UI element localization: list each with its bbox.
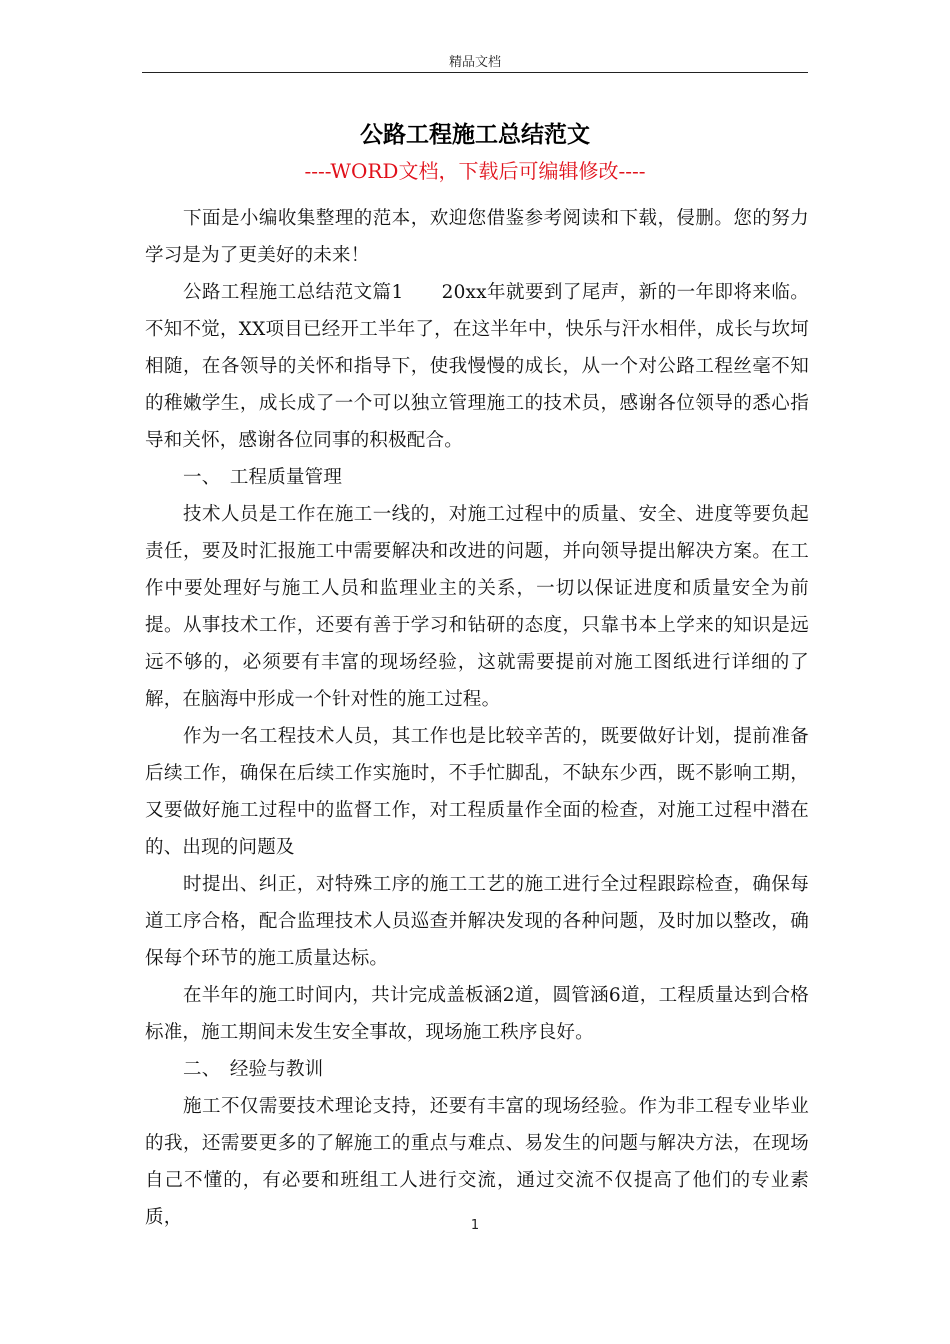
page-number: 1 xyxy=(470,1218,480,1233)
paragraph-quality-3: 时提出、纠正，对特殊工序的施工工艺的施工进行全过程跟踪检查，确保每道工序合格，配合监理技术人员巡查并解决发现的各种问题，及时加以整改，确保每个环节的施工质量达标。 xyxy=(145,874,809,969)
section-heading-quality: 一、 工程质量管理 xyxy=(183,467,343,488)
paragraph-opening: 公路工程施工总结范文篇1 20xx年就要到了尾声，新的一年即将来临。不知不觉，XX项目已经开工半年了，在这半年中，快乐与汗水相伴，成长与坎坷相随，在各领导的关怀和指导下，使我慢慢的成长，从一个对公路工程丝毫不知的稚嫩学生，成长成了一个可以独立管理施工的技术员，感谢各位领导的悉心指导和关怀，感谢各位同事的积极配合。 xyxy=(145,282,809,451)
paragraph-quality-1: 技术人员是工作在施工一线的，对施工过程中的质量、安全、进度等要负起责任，要及时汇报施工中需要解决和改进的问题，并向领导提出解决方案。在工作中要处理好与施工人员和监理业主的关系，一切以保证进度和质量安全为前提。从事技术工作，还要有善于学习和钻研的态度，只靠书本上学来的知识是远远不够的，必须要有丰富的现场经验，这就需要提前对施工图纸进行详细的了解，在脑海中形成一个针对性的施工过程。 xyxy=(145,504,809,710)
paragraph-experience-1: 施工不仅需要技术理论支持，还要有丰富的现场经验。作为非工程专业毕业的我，还需要更多的了解施工的重点与难点、易发生的问题与解决方法，在现场自己不懂的，有必要和班组工人进行交流，通过交流不仅提高了他们的专业素质， xyxy=(145,1096,809,1228)
paragraph-quality-2: 作为一名工程技术人员，其工作也是比较辛苦的，既要做好计划，提前准备后续工作，确保在后续工作实施时，不手忙脚乱，不缺东少西，既不影响工期，又要做好施工过程中的监督工作，对工程质量作全面的检查，对施工过程中潜在的、出现的问题及 xyxy=(145,726,809,858)
header-divider xyxy=(142,72,808,73)
document-body xyxy=(145,200,809,1236)
paragraph-intro: 下面是小编收集整理的范本，欢迎您借鉴参考阅读和下载，侵删。您的努力学习是为了更美好的未来！ xyxy=(145,208,809,266)
paragraph-quality-4: 在半年的施工时间内，共计完成盖板涵2道，圆管涵6道，工程质量达到合格标准，施工期间未发生安全事故，现场施工秩序良好。 xyxy=(145,985,809,1043)
page-header: 精品文档 xyxy=(448,55,501,70)
document-subtitle: ----WORD文档，下载后可编辑修改---- xyxy=(304,159,646,183)
section-heading-experience: 二、 经验与教训 xyxy=(183,1059,324,1080)
document-title: 公路工程施工总结范文 xyxy=(360,122,590,149)
